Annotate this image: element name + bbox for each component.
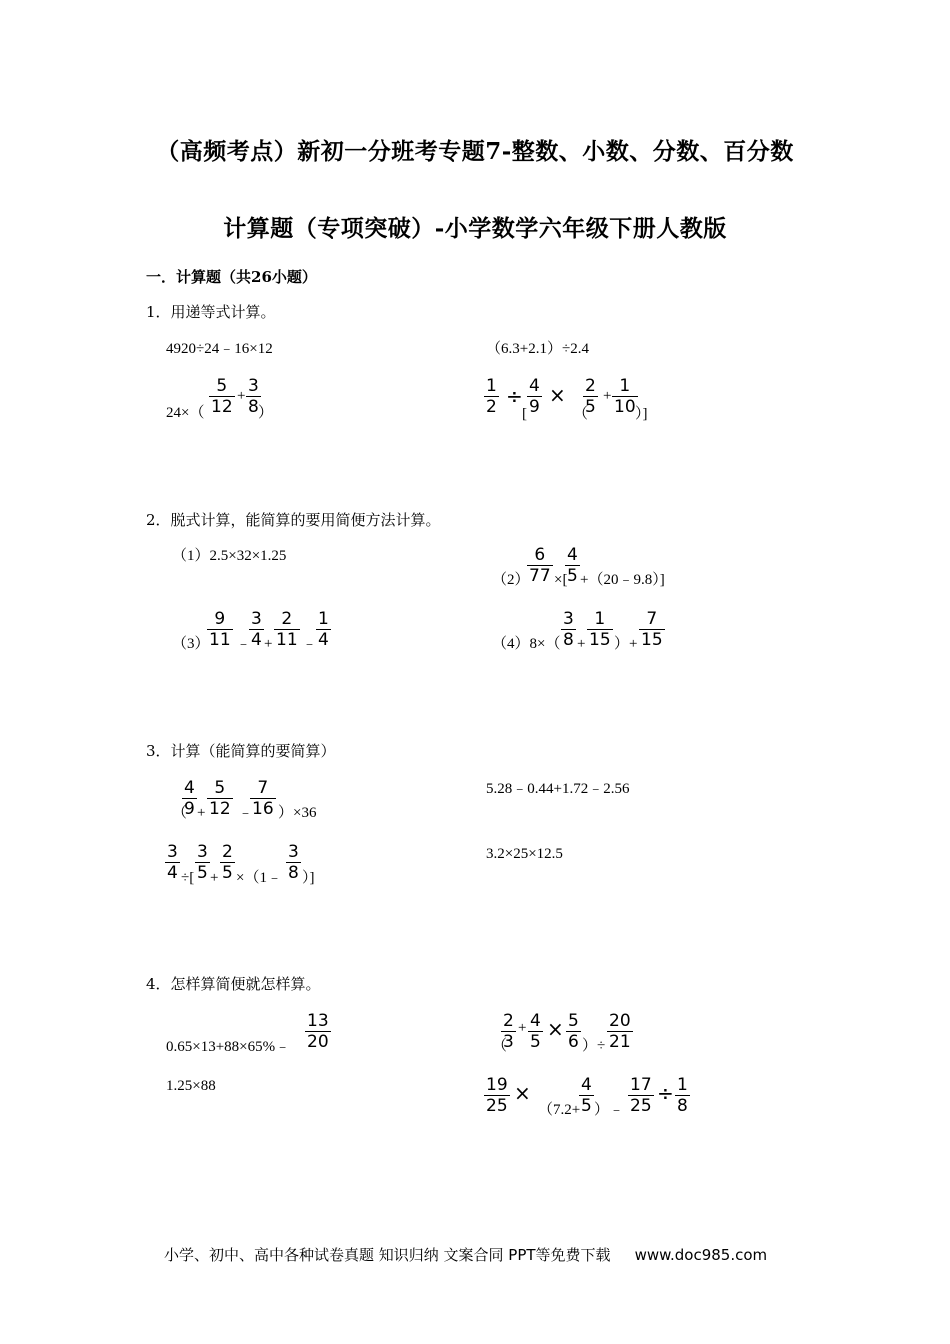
q4-e3-fraction-4: $\frac{1}{8}$ <box>677 1075 688 1116</box>
q4-e3-divide: ÷ <box>657 1081 674 1105</box>
q2-e3-fraction-2: $\frac{3}{4}$ <box>251 609 262 650</box>
q3-e3-mid-2: ×（1﹣ <box>236 870 282 886</box>
section-heading: 一．计算题（共26小题） <box>146 268 317 286</box>
q4-e3-fraction-2: $\frac{4}{5}$ <box>581 1075 592 1116</box>
q4-e1-prefix: 0.65×13+88×65%﹣ <box>166 1039 291 1055</box>
q1-e4-fraction-2: $\frac{4}{9}$ <box>529 376 540 417</box>
q1-e4-fraction-1: $\frac{1}{2}$ <box>486 376 497 417</box>
q1-e4-right-paren: ）] <box>635 406 648 422</box>
q4-e3-fraction-1: $\frac{19}{25}$ <box>486 1075 508 1116</box>
question-3-heading: 3．计算（能简算的要简算） <box>146 742 336 760</box>
q1-e3-fraction-1: $\frac{5}{12}$ <box>211 376 233 417</box>
q4-e2-fraction-3: $\frac{5}{6}$ <box>568 1011 579 1052</box>
q3-expression-2: 5.28﹣0.44+1.72﹣2.56 <box>486 781 630 797</box>
q3-e3-suffix: ）] <box>302 870 315 886</box>
q3-e1-fraction-1: $\frac{4}{9}$ <box>184 778 195 819</box>
q3-e3-fraction-3: $\frac{2}{5}$ <box>222 842 233 883</box>
q2-e4-mid: ）+ <box>614 636 638 652</box>
q2-e4-plus: + <box>577 636 586 652</box>
q2-e3-minus-2: ﹣ <box>302 636 318 652</box>
q1-e4-fraction-3: $\frac{2}{5}$ <box>585 376 596 417</box>
q3-e1-fraction-3: $\frac{7}{16}$ <box>252 778 274 819</box>
question-2-heading: 2．脱式计算，能简算的要用简便方法计算。 <box>146 511 441 529</box>
q4-e2-times: × <box>547 1017 564 1041</box>
q1-e4-left-paren: （ <box>573 406 589 422</box>
q2-e2-fraction-1: $\frac{6}{77}$ <box>529 545 551 586</box>
q2-e4-fraction-2: $\frac{1}{15}$ <box>589 609 611 650</box>
title-line-2: 计算题（专项突破）-小学数学六年级下册人教版 <box>223 215 727 242</box>
q4-e2-fraction-1: $\frac{2}{3}$ <box>503 1011 514 1052</box>
q2-e3-fraction-1: $\frac{9}{11}$ <box>209 609 231 650</box>
q1-e3-plus: + <box>237 388 246 404</box>
q2-e2-mid: ×[ <box>554 572 568 588</box>
question-4-heading: 4．怎样算简便就怎样算。 <box>146 975 321 993</box>
q1-e3-suffix: ） <box>258 405 274 421</box>
q4-e2-plus: + <box>518 1020 527 1036</box>
q4-e3-mid: ）﹣ <box>594 1102 625 1118</box>
q4-e2-left-paren: （ <box>492 1038 508 1054</box>
question-1-heading: 1．用递等式计算。 <box>146 303 276 321</box>
q2-e3-minus-1: ﹣ <box>236 636 252 652</box>
q1-e3-prefix: 24×（ <box>166 405 205 421</box>
q4-e3-times: × <box>514 1081 531 1105</box>
q1-expression-1: 4920÷24﹣16×12 <box>166 341 273 357</box>
q3-e3-fraction-2: $\frac{3}{5}$ <box>197 842 208 883</box>
q2-e2-prefix: （2） <box>492 572 530 588</box>
q3-e3-fraction-1: $\frac{3}{4}$ <box>167 842 178 883</box>
q3-e3-plus: + <box>210 870 219 886</box>
q3-expression-4: 3.2×25×12.5 <box>486 846 563 862</box>
q2-e4-prefix: （4）8×（ <box>492 636 561 652</box>
footer-url: www.doc985.com <box>634 1246 768 1264</box>
title-line-1: （高频考点）新初一分班考专题7-整数、小数、分数、百分数 <box>156 138 794 165</box>
q2-e3-plus: + <box>264 636 273 652</box>
q1-e4-divide: ÷ <box>506 384 523 408</box>
page-footer <box>164 1244 767 1265</box>
q2-expression-1: （1）2.5×32×1.25 <box>172 548 287 564</box>
footer-text: 小学、初中、高中各种试卷真题 知识归纳 文案合同 PPT等免费下载 <box>164 1246 611 1264</box>
q1-e3-fraction-2: $\frac{3}{8}$ <box>248 376 259 417</box>
q3-e1-minus: ﹣ <box>238 805 254 821</box>
q1-e4-left-bracket: [ <box>522 406 527 422</box>
q2-e3-prefix: （3） <box>172 636 210 652</box>
q4-e3-fraction-3: $\frac{17}{25}$ <box>630 1075 652 1116</box>
q4-e2-fraction-4: $\frac{20}{21}$ <box>609 1011 631 1052</box>
q2-e4-fraction-1: $\frac{3}{8}$ <box>563 609 574 650</box>
q2-e2-suffix: +（20﹣9.8）] <box>580 572 665 588</box>
q2-e2-fraction-2: $\frac{4}{5}$ <box>567 545 578 586</box>
q1-e4-times: × <box>549 383 566 407</box>
q2-e3-fraction-4: $\frac{1}{4}$ <box>318 609 329 650</box>
q4-e3-left-paren: （7.2+ <box>538 1102 581 1118</box>
q3-e1-fraction-2: $\frac{5}{12}$ <box>209 778 231 819</box>
q2-e3-fraction-3: $\frac{2}{11}$ <box>276 609 298 650</box>
q4-e2-fraction-2: $\frac{4}{5}$ <box>530 1011 541 1052</box>
q4-e2-mid: ）÷ <box>582 1038 606 1054</box>
q3-e1-left-paren: （ <box>172 805 188 821</box>
q2-e4-fraction-3: $\frac{7}{15}$ <box>641 609 663 650</box>
q1-expression-2: （6.3+2.1）÷2.4 <box>486 341 589 357</box>
q1-e4-fraction-4: $\frac{1}{10}$ <box>614 376 636 417</box>
q4-e1-fraction-1: $\frac{13}{20}$ <box>307 1011 329 1052</box>
q3-e1-plus: + <box>197 805 206 821</box>
q4-expression-1b: 1.25×88 <box>166 1078 216 1094</box>
q3-e3-fraction-4: $\frac{3}{8}$ <box>288 842 299 883</box>
q3-e1-suffix: ）×36 <box>278 805 317 821</box>
q1-e4-plus: + <box>603 388 612 404</box>
q3-e3-mid: ÷[ <box>181 870 195 886</box>
